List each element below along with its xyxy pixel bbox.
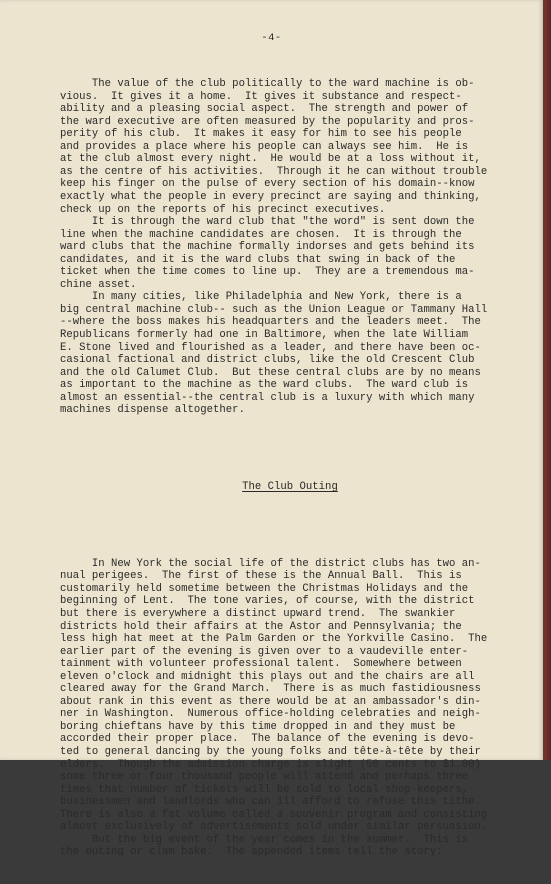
section-gap	[60, 519, 520, 533]
section-club-outing	[60, 558, 520, 859]
text-line: earlier part of the evening is given over to a vaudeville enter-	[60, 645, 469, 658]
text-line: less high hat meet at the Palm Garden or the Yorkville Casino. The	[60, 633, 488, 646]
text-line: customarily held sometime between the Christmas Holidays and the	[60, 582, 469, 595]
section-heading	[60, 481, 520, 494]
text-line: cleared away for the Grand March. There is as much fastidiousness	[60, 683, 481, 696]
text-line: as important to the machine as the ward clubs. The ward club is	[60, 379, 469, 392]
text-line: districts hold their affairs at the Astor and Pennsylvania; the	[60, 620, 462, 633]
text-line: keep his finger on the pulse of every section of his domain--know	[60, 178, 475, 191]
text-line: ability and a pleasing social aspect. The strength and power of	[60, 103, 469, 116]
text-line: candidates, and it is the ward clubs that swing in back of the	[60, 253, 456, 266]
text-line: ticket when the time comes to line up. They are a tremendous ma-	[60, 266, 475, 279]
text-line: big central machine club-- such as the Union League or Tammany Hall	[60, 303, 488, 316]
text-line: chine asset.	[60, 278, 137, 291]
text-line: the ward executive are often measured by the popularity and pros-	[60, 115, 475, 128]
text-line: perity of his club. It makes it easy for him to see his people	[60, 128, 462, 141]
page-number: -4-	[261, 32, 282, 44]
text-line: businessmen and landlords who can ill afford to refuse this tithe.	[60, 796, 481, 809]
text-line: times that number of tickets will be sold to local shop-keepers,	[60, 783, 469, 796]
text-line: some three or four thousand people will attend and perhaps three	[60, 771, 469, 784]
text-line: but there is everywhere a distinct upward trend. The swankier	[60, 607, 456, 620]
text-line: accorded their proper place. The balance of the evening is devo-	[60, 733, 475, 746]
text-line: almost an essential--the central club is a luxury with which many	[60, 391, 475, 404]
text-line: ted to general dancing by the young folks and tête-à-tête by their	[60, 745, 481, 758]
text-line: beginning of Lent. The tone varies, of course, with the district	[60, 595, 475, 608]
text-line: It is through the ward club that "the word" is sent down the	[60, 216, 475, 229]
text-line: boring chieftans have by this time dropped in and they must be	[60, 720, 456, 733]
text-line: as the centre of his activities. Through it he can without trouble	[60, 165, 488, 178]
text-line: casional factional and district clubs, like the old Crescent Club	[60, 354, 475, 367]
text-line: ward clubs that the machine formally indorses and gets behind its	[60, 241, 475, 254]
binding-spine	[543, 0, 551, 760]
text-line: In New York the social life of the district clubs has two an-	[60, 557, 481, 570]
text-line: --where the boss makes his headquarters and the leaders meet. The	[60, 316, 481, 329]
text-line: almost exclusively of advertisements sold under similar persuasion.	[60, 821, 488, 834]
text-line: about rank in this event as there would be at an ambassador's din-	[60, 695, 481, 708]
text-line: the outing or clam bake. The appended items tell the story:	[60, 846, 443, 859]
text-line: nual perigees. The first of these is the Annual Ball. This is	[60, 570, 462, 583]
heading-club-outing: The Club Outing	[242, 481, 338, 494]
body-text	[60, 53, 520, 884]
text-line: There is also a fat volume called a souvenir program and consisting	[60, 808, 488, 821]
text-line: exactly what the people in every precinct are saying and thinking,	[60, 191, 481, 204]
text-line: ner in Washington. Numerous office-holding celebraties and neigh-	[60, 708, 481, 721]
text-line: and the old Calumet Club. But these central clubs are by no means	[60, 366, 481, 379]
text-line: E. Stone lived and flourished as a leader, and there have been oc-	[60, 341, 481, 354]
text-line: machines dispense altogether.	[60, 404, 245, 417]
section-political-value	[60, 78, 520, 417]
text-line: But the big event of the year comes in the summer. This is	[60, 833, 469, 846]
text-line: The value of the club politically to the ward machine is ob-	[60, 78, 475, 91]
text-line: Republicans formerly had one in Baltimore, when the late William	[60, 329, 469, 342]
text-line: check up on the reports of his precinct executives.	[60, 203, 386, 216]
text-line: tainment with volunteer professional talent. Somewhere between	[60, 658, 462, 671]
text-line: line when the machine candidates are chosen. It is through the	[60, 228, 462, 241]
text-line: vious. It gives it a home. It gives it substance and respect-	[60, 90, 462, 103]
text-line: In many cities, like Philadelphia and New York, there is a	[60, 291, 462, 304]
text-line: at the club almost every night. He would be at a loss without it,	[60, 153, 481, 166]
section-gap	[60, 442, 520, 456]
text-line: eleven o'clock and midnight this plays out and the chairs are all	[60, 670, 475, 683]
text-line: elders. Though the admission charge is slight (50 cents to $1.00)	[60, 758, 481, 771]
text-line: and provides a place where his people can always see him. He is	[60, 140, 469, 153]
